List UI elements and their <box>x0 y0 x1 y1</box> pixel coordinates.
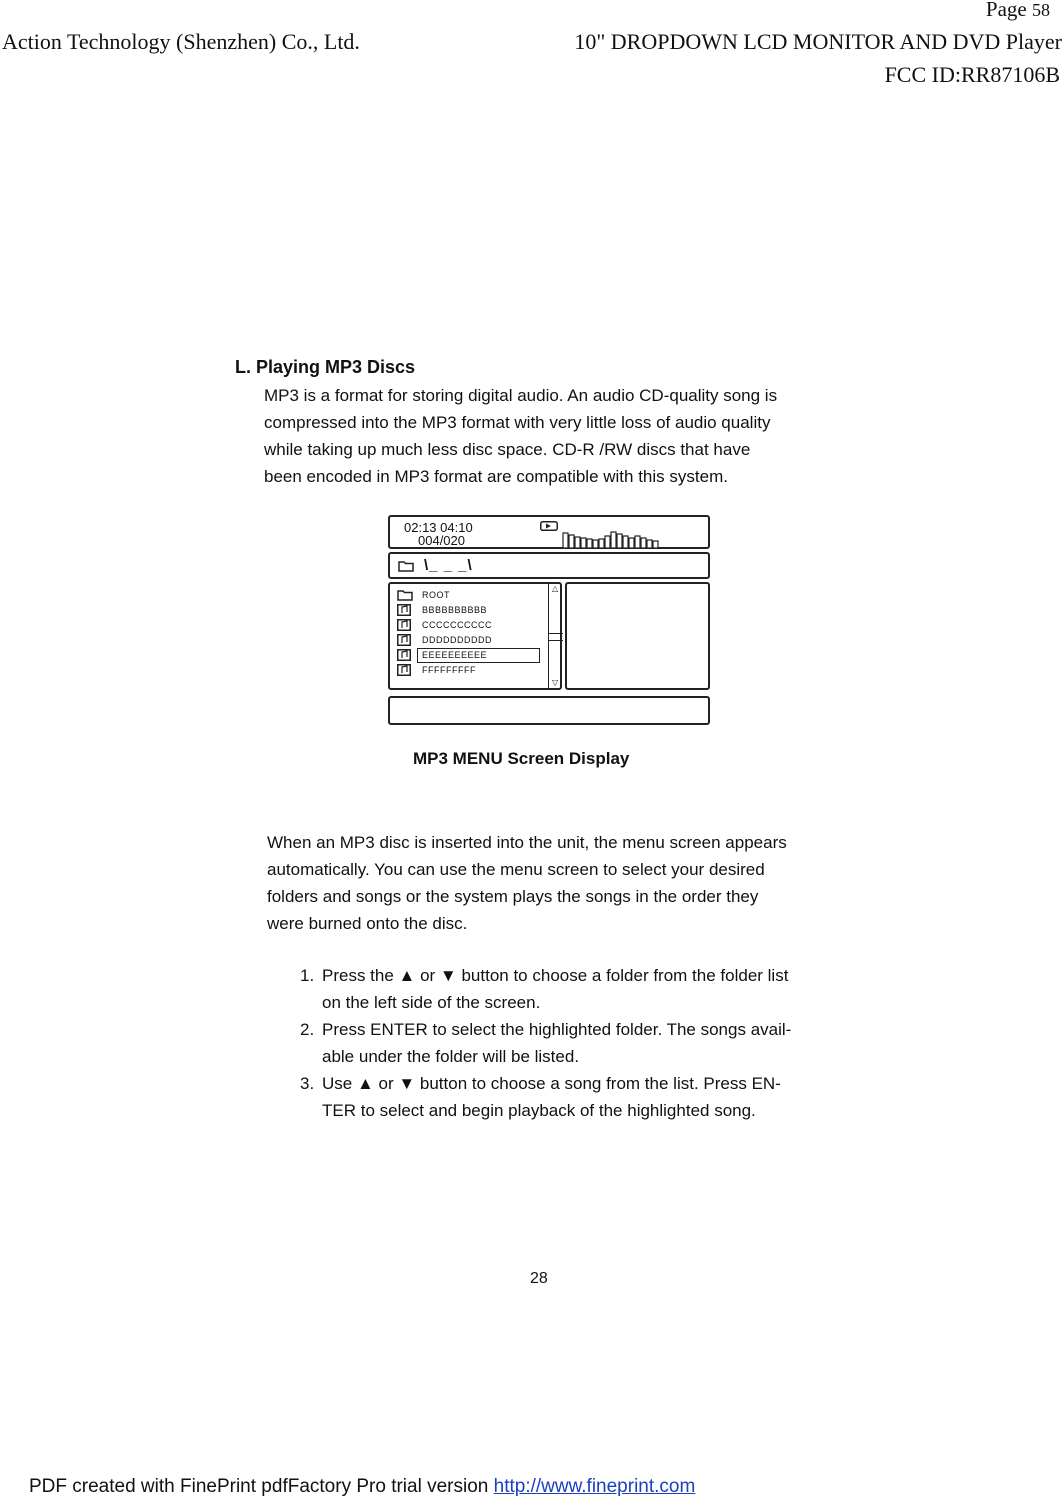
screen-caption: MP3 MENU Screen Display <box>413 749 630 768</box>
page-label: Page <box>985 0 1027 21</box>
list-item-label: EEEEEEEEEE <box>422 650 488 660</box>
playback-time: 02:13 04:10 <box>404 520 473 535</box>
step-number: 3. <box>300 1074 315 1093</box>
body-paragraph <box>267 829 867 937</box>
info-panel <box>565 582 710 690</box>
music-file-icon <box>397 649 411 661</box>
music-file-icon <box>397 634 411 646</box>
intro-line: been encoded in MP3 format are compatible with this system. <box>264 467 728 486</box>
track-counter: 004/020 <box>418 533 465 548</box>
step-line: Press the ▲ or ▼ button to choose a folder from the folder list <box>322 966 789 985</box>
step-line: Use ▲ or ▼ button to choose a song from the list. Press EN- <box>322 1074 781 1093</box>
instruction-steps <box>300 962 860 1124</box>
intro-paragraph <box>264 382 864 490</box>
body-line: were burned onto the disc. <box>267 914 468 933</box>
list-scrollbar[interactable] <box>548 584 563 688</box>
folder-path-panel <box>388 552 710 579</box>
mp3-menu-screen <box>388 515 710 725</box>
folder-path: \_ _ _\ <box>424 557 473 574</box>
step-item <box>300 962 860 1016</box>
list-item-label: FFFFFFFFF <box>422 665 476 675</box>
list-item-label: DDDDDDDDDD <box>422 635 492 645</box>
body-line: folders and songs or the system plays the songs in the order they <box>267 887 759 906</box>
file-list-panel <box>388 582 562 690</box>
bottom-bar-panel <box>388 696 710 725</box>
intro-line: while taking up much less disc space. CD-R /RW discs that have <box>264 440 751 459</box>
product-title: 10" DROPDOWN LCD MONITOR AND DVD Player <box>574 29 1062 54</box>
intro-line: compressed into the MP3 format with very little loss of audio quality <box>264 413 771 432</box>
scroll-down-icon[interactable]: ▽ <box>552 678 559 687</box>
company-name: Action Technology (Shenzhen) Co., Ltd. <box>2 29 360 54</box>
fineprint-link[interactable]: http://www.fineprint.com <box>493 1476 696 1497</box>
list-item-label: BBBBBBBBBB <box>422 605 488 615</box>
pdf-creator-banner <box>29 1476 695 1498</box>
equalizer-bars-icon <box>562 530 662 548</box>
music-file-icon <box>397 664 411 676</box>
folder-icon <box>397 589 413 601</box>
section-title: L. Playing MP3 Discs <box>235 357 416 377</box>
step-line: Press ENTER to select the highlighted folder. The songs avail- <box>322 1020 792 1039</box>
manual-page-number: 28 <box>530 1270 548 1287</box>
step-line: on the left side of the screen. <box>322 993 541 1012</box>
scroll-up-icon[interactable]: △ <box>552 584 559 593</box>
page-number-value: 58 <box>1032 0 1050 20</box>
step-line: TER to select and begin playback of the highlighted song. <box>322 1101 756 1120</box>
folder-icon <box>398 560 414 572</box>
body-line: automatically. You can use the menu screen to select your desired <box>267 860 765 879</box>
music-file-icon <box>397 619 411 631</box>
page-number <box>986 0 1050 22</box>
step-item <box>300 1016 860 1070</box>
step-number: 2. <box>300 1020 315 1039</box>
scroll-thumb[interactable] <box>549 633 563 641</box>
status-panel <box>388 515 710 549</box>
body-line: When an MP3 disc is inserted into the unit, the menu screen appears <box>267 833 787 852</box>
step-line: able under the folder will be listed. <box>322 1047 580 1066</box>
music-file-icon <box>397 604 411 616</box>
intro-line: MP3 is a format for storing digital audio. An audio CD-quality song is <box>264 386 778 405</box>
step-number: 1. <box>300 966 315 985</box>
fcc-id: FCC ID:RR87106B <box>884 62 1060 87</box>
pdf-banner-text: PDF created with FinePrint pdfFactory Pro trial version <box>29 1476 489 1497</box>
list-item-label: ROOT <box>422 590 450 600</box>
step-item <box>300 1070 860 1124</box>
play-icon <box>540 521 558 531</box>
list-item-label: CCCCCCCCCC <box>422 620 492 630</box>
